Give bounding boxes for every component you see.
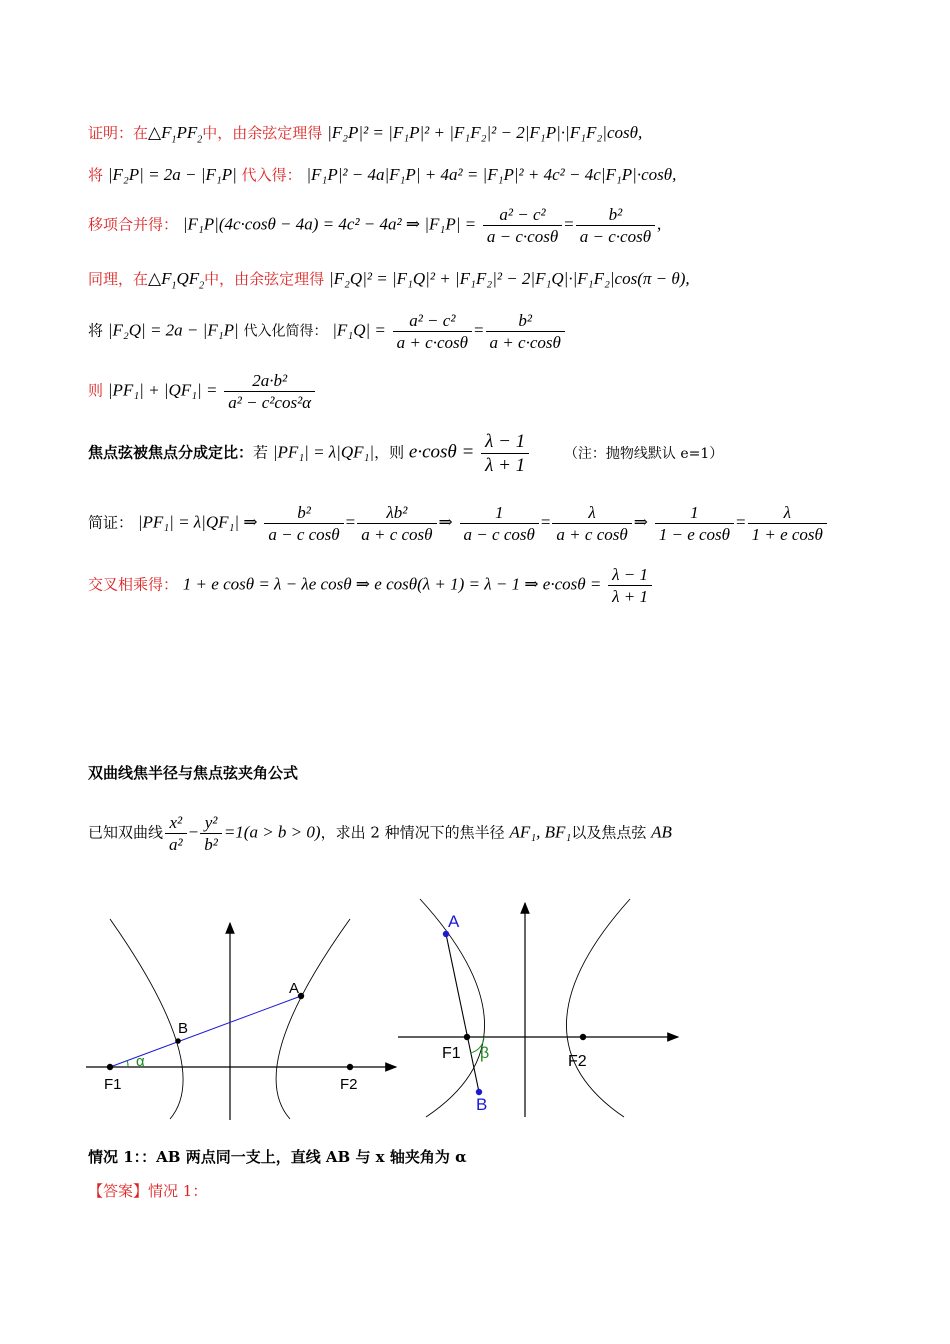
fraction: $\frac{\text{y²}}{\text{b²}}$ (200, 814, 222, 853)
fraction: $\frac{\text{a² − c²}}{a + c\cdot\cos\theta}$ (393, 312, 472, 351)
point-f2 (347, 1064, 353, 1070)
fraction: $\frac{\text{λb²}}{\text{a + c cosθ}}$ (357, 504, 436, 543)
law-of-cosines-q: |F₂Q|² = |F₁Q|² + |F₁F₂|² − 2|F₁Q|·|F₁F₂|cos(π − θ), (328, 269, 690, 288)
right-branch (276, 919, 350, 1119)
ratio-then: ，则 (374, 443, 405, 462)
f2q-expression: |F₂Q| = 2a − |F₁P| (107, 320, 239, 340)
fraction: $\frac{1}{\text{a − c cosθ}}$ (460, 504, 539, 543)
fraction: $\frac{\text{b²}}{\text{a − c cosθ}}$ (264, 504, 343, 543)
ratio-title: 焦点弦被焦点分成定比： (88, 443, 254, 462)
point-f1 (107, 1064, 113, 1070)
proof-line-5: 将 |F₂Q| = 2a − |F₁P| 代入化简得： |F₁Q| = $\frac{\text{a² − c²}}{a + c\cdot\cos\theta}$ = $\frac{\text{b²}}{a + c\cdot\cos\theta}$ (88, 312, 567, 351)
ratio-note: （注：抛物线默认 e=1） (563, 445, 724, 462)
point-f2 (580, 1034, 586, 1040)
cross-equation: 1 + e cosθ = λ − λe cosθ ⇒ e cosθ(λ + 1) = λ − 1 ⇒ e·cosθ = (182, 574, 602, 594)
label-f2: F2 (340, 1076, 358, 1093)
proof-line-1 (88, 124, 642, 145)
ratio-fraction: $\frac{\lambda - 1}{\lambda + 1}$ (481, 432, 529, 475)
ratio-line (88, 432, 723, 475)
chord-ab (446, 934, 479, 1092)
figure-case-2 (396, 895, 686, 1120)
known-post2: 以及焦点弦 (571, 823, 647, 842)
label-b: B (476, 1095, 488, 1114)
fraction: $\frac{\lambda}{\text{1 + e cosθ}}$ (748, 504, 827, 543)
label-a: A (448, 912, 460, 931)
fraction: $\frac{\text{2a·b²}}{\text{a² − c²cos²α}}$ (224, 372, 315, 411)
triangle-pf1f2: $\triangle F_1PF_2$ (148, 123, 203, 146)
section-title: 双曲线焦半径与焦点弦夹角公式 (88, 764, 299, 782)
expanded-equation: |F₁P|² − 4a|F₁P| + 4a² = |F₁P|² + 4c² − 4c|F₁P|·cosθ, (306, 165, 677, 184)
left-branch (420, 899, 488, 1117)
substitute-label-2: 将 (88, 321, 104, 340)
fraction: $\frac{\text{b²}}{a - c\cdot\cos\theta}$ (576, 206, 655, 245)
proof-line-6 (88, 372, 317, 411)
proof-line-2 (88, 166, 676, 183)
right-branch (566, 899, 630, 1117)
simplify-label: 代入化简得： (243, 323, 328, 340)
fraction: $\frac{\text{a² − c²}}{a - c\cdot\cos\theta}$ (483, 206, 562, 245)
point-a (443, 931, 449, 937)
ratio-condition: |PF₁| = λ|QF₁| (272, 442, 375, 462)
case-1-statement: 情况 1：：AB 两点同一支上，直线 AB 与 x 轴夹角为 α (88, 1148, 467, 1166)
angle-arc (127, 1060, 128, 1067)
answer-line (88, 1184, 207, 1199)
known-pre: 已知双曲线 (88, 823, 164, 842)
cross-label: 交叉相乘得： (88, 575, 179, 594)
point-b (175, 1038, 181, 1044)
label-f2: F2 (568, 1053, 587, 1070)
triangle-f1qf2: $\triangle F_1QF_2$ (148, 269, 205, 292)
similarly-mid: 中，由余弦定理得 (204, 270, 325, 288)
simple-proof-lhs: |PF₁| = λ|QF₁| ⇒ (137, 512, 258, 532)
fraction: $\frac{\text{x²}}{\text{a²}}$ (165, 814, 187, 853)
fraction: $\frac{\lambda}{\text{a + c cosθ}}$ (552, 504, 631, 543)
cross-multiply-line (88, 566, 654, 605)
simple-proof-line: 简证： |PF₁| = λ|QF₁| ⇒ $\frac{\text{b²}}{\text{a − c cosθ}}$ = $\frac{\text{λb²}}{\text{a + c cosθ}}$ ⇒ $\frac{1}{\text{a − c cosθ}}$ = $\frac{\lambda}{\text{a + c cosθ}}$ ⇒ $\frac{1}{\text{1 − e cosθ}}$ = $\frac{\lambda}{\text{1 + e cosθ}}$ (88, 504, 829, 543)
then-label: 则 (88, 381, 104, 400)
answer-bracket: 【答案】 (88, 1182, 149, 1200)
label-a: A (289, 980, 300, 997)
label-alpha: α (136, 1053, 145, 1070)
hyperbola-equation-rest: =1(a > b > 0) (223, 822, 321, 842)
f1q-lhs: |F₁Q| = (332, 320, 386, 340)
substitute-label: 将 (88, 166, 104, 184)
substitute-mid: 代入得： (241, 166, 302, 184)
label-b: B (178, 1020, 189, 1037)
simple-proof-label: 简证： (88, 513, 134, 532)
proof-label: 证明：在 (88, 124, 149, 142)
proof-line-4 (88, 270, 690, 291)
answer-text: 情况 1： (148, 1182, 208, 1200)
fraction: $\frac{\text{b²}}{a + c\cdot\cos\theta}$ (486, 312, 565, 351)
point-f1 (464, 1034, 470, 1040)
ratio-if: 若 (253, 443, 269, 462)
ratio-lhs: e·cosθ = (408, 441, 475, 463)
known-line: 已知双曲线 $\frac{\text{x²}}{\text{a²}}$ − $\frac{\text{y²}}{\text{b²}}$ =1(a > b > 0)，求出 2 种情况下的焦半径 AF₁, BF₁以及焦点弦 AB (88, 813, 672, 854)
focal-radii: AF₁, BF₁ (509, 822, 572, 842)
proof-mid: 中，由余弦定理得 (202, 124, 323, 142)
sum-lhs: |PF₁| + |QF₁| = (107, 380, 218, 400)
similarly-label: 同理，在 (88, 270, 149, 288)
combine-equation: |F₁P|(4c·cosθ − 4a) = 4c² − 4a² ⇒ |F₁P| = (182, 214, 477, 234)
combine-label: 移项合并得： (88, 215, 179, 234)
label-beta: β (480, 1045, 490, 1062)
fraction: $\frac{1}{\text{1 − e cosθ}}$ (655, 504, 734, 543)
f2p-expression: |F₂P| = 2a − |F₁P| (107, 165, 237, 184)
proof-line-3: 移项合并得： |F₁P|(4c·cosθ − 4a) = 4c² − 4a² ⇒ |F₁P| = $\frac{\text{a² − c²}}{a - c\cdot\cos\theta}$ = $\frac{\text{b²}}{a - c\cdot\cos\theta}$ , (88, 205, 662, 246)
label-f1: F1 (442, 1045, 461, 1062)
known-post: ，求出 2 种情况下的焦半径 (320, 823, 505, 842)
figure-case-1 (84, 905, 404, 1125)
focal-chord: AB (651, 822, 672, 842)
law-of-cosines-p: |F₂P|² = |F₁P|² + |F₁F₂|² − 2|F₁P|·|F₁F₂|cosθ, (327, 123, 643, 142)
label-f1: F1 (104, 1076, 122, 1093)
fraction: $\frac{\lambda - 1}{\lambda + 1}$ (608, 566, 652, 605)
